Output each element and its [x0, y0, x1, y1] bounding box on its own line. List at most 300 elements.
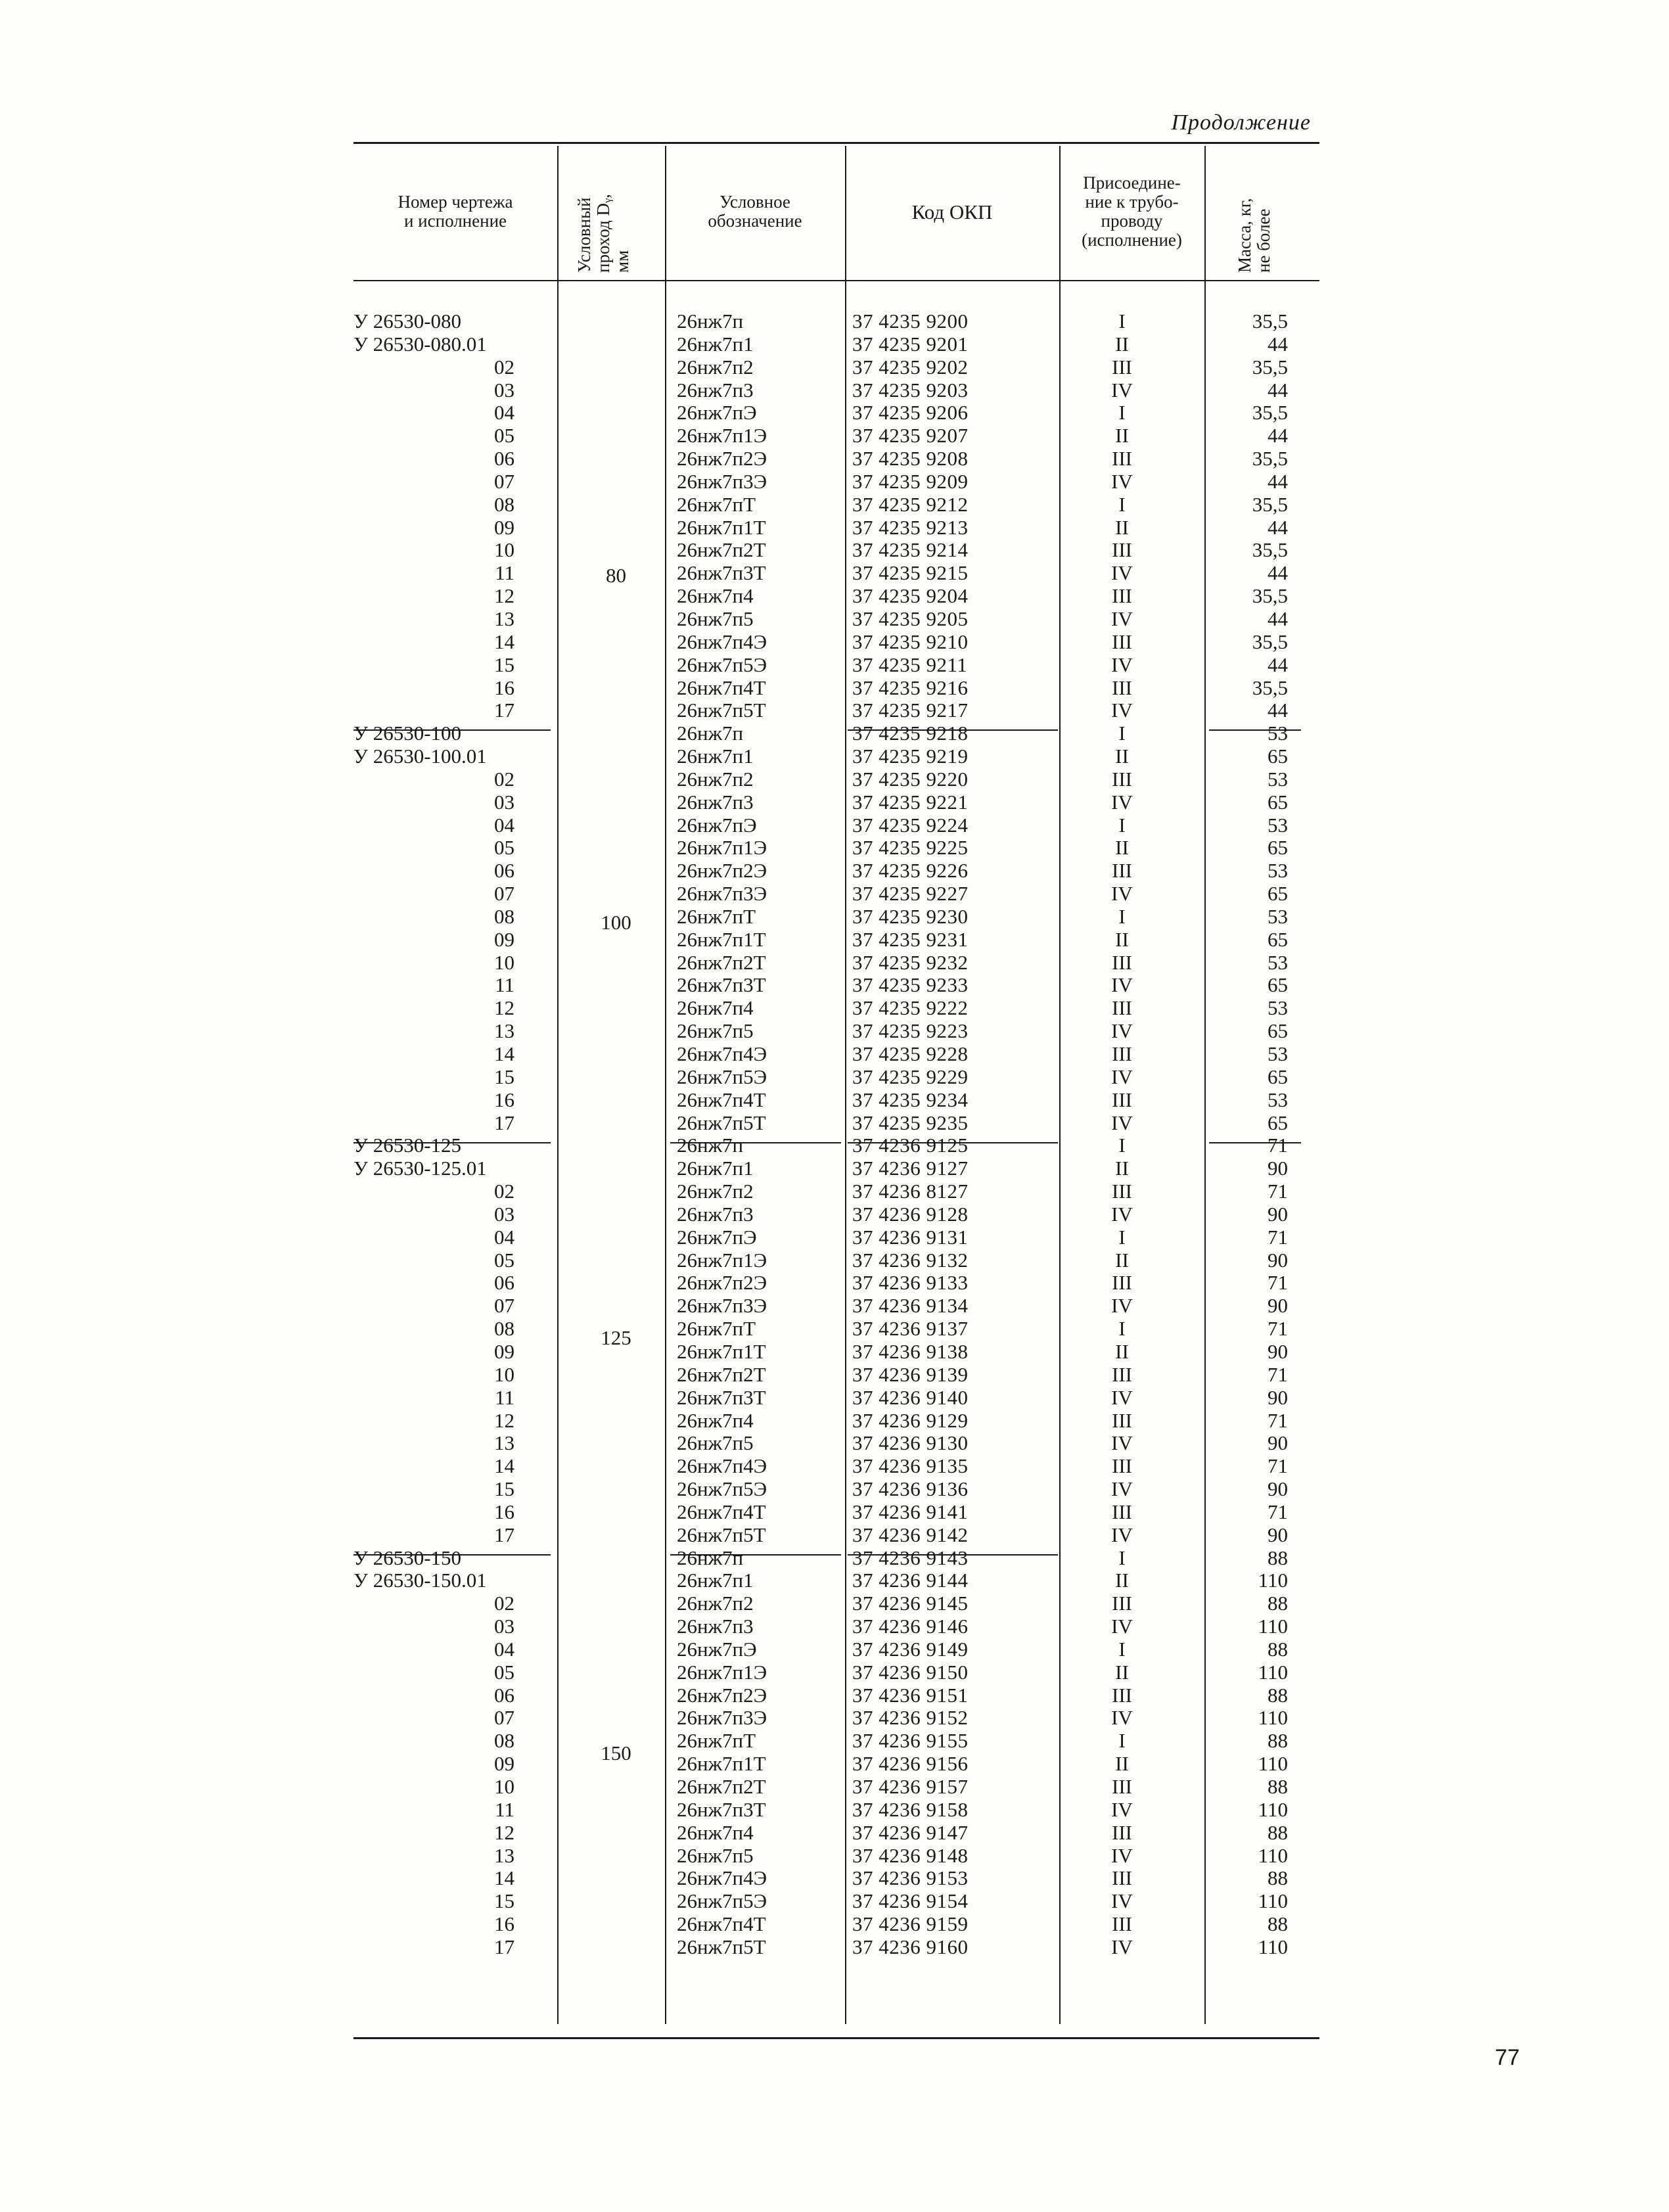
drawing-cell: 12: [494, 1408, 514, 1432]
okp-code-column: [852, 310, 1063, 1959]
okp-code-cell: 37 4235 9204: [852, 584, 969, 608]
connection-cell: IV: [1111, 653, 1133, 676]
mass-cell: 65: [1268, 1065, 1288, 1088]
mass-cell: 88: [1268, 1729, 1288, 1753]
mass-cell: 35,5: [1252, 584, 1288, 608]
mass-cell: 110: [1258, 1843, 1288, 1867]
designation-cell: 26нж7п4Э: [677, 1454, 767, 1478]
drawing-cell: 17: [494, 1523, 514, 1546]
designation-cell: 26нж7п1Э: [677, 424, 767, 448]
designation-cell: 26нж7п5: [677, 1019, 754, 1043]
okp-code-cell: 37 4235 9200: [852, 310, 969, 333]
designation-cell: 26нж7п4: [677, 1408, 754, 1432]
mass-cell: 44: [1268, 469, 1288, 493]
connection-cell: II: [1115, 745, 1129, 768]
drawing-cell: У 26530-100.01: [354, 745, 487, 768]
mass-cell: 53: [1268, 904, 1288, 928]
mass-cell: 44: [1268, 378, 1288, 402]
connection-cell: I: [1118, 310, 1126, 333]
designation-cell: 26нж7п4Т: [677, 1500, 766, 1523]
connection-cell: I: [1118, 1637, 1126, 1661]
drawing-cell: 04: [494, 1225, 514, 1249]
okp-code-cell: 37 4236 9133: [852, 1271, 969, 1295]
connection-cell: IV: [1111, 1889, 1133, 1913]
connection-cell: III: [1112, 1775, 1132, 1798]
drawing-cell: 05: [494, 1248, 514, 1272]
connection-cell: III: [1112, 1820, 1132, 1844]
dn-value-150: 150: [601, 1741, 631, 1764]
dn-value-80: 80: [606, 564, 626, 587]
mass-cell: 88: [1268, 1592, 1288, 1615]
drawing-cell: 11: [495, 561, 514, 585]
drawing-cell: 11: [495, 973, 514, 997]
connection-cell: IV: [1111, 1843, 1133, 1867]
okp-code-cell: 37 4235 9233: [852, 973, 969, 997]
mass-cell: 44: [1268, 699, 1288, 722]
mass-cell: 35,5: [1252, 538, 1288, 562]
designation-cell: 26нж7п3Т: [677, 973, 766, 997]
drawing-cell: 08: [494, 1729, 514, 1753]
mass-cell: 110: [1258, 1706, 1288, 1730]
connection-cell: IV: [1111, 561, 1133, 585]
connection-cell: I: [1118, 904, 1126, 928]
designation-cell: 26нж7п2Т: [677, 1775, 766, 1798]
mass-cell: 35,5: [1252, 630, 1288, 653]
connection-cell: IV: [1111, 378, 1133, 402]
mass-cell: 71: [1268, 1180, 1288, 1203]
okp-code-cell: 37 4235 9208: [852, 447, 969, 471]
connection-cell: III: [1112, 447, 1132, 471]
okp-code-cell: 37 4236 9127: [852, 1157, 969, 1180]
designation-cell: 26нж7п3: [677, 790, 754, 814]
connection-cell: II: [1115, 927, 1129, 951]
header-bottom-rule: [354, 280, 1319, 281]
okp-code-cell: 37 4236 9156: [852, 1752, 969, 1776]
mass-cell: 35,5: [1252, 401, 1288, 425]
connection-cell: III: [1112, 676, 1132, 699]
drawing-cell: 14: [494, 1042, 514, 1065]
connection-cell: IV: [1111, 1797, 1133, 1821]
drawing-cell: 10: [494, 1775, 514, 1798]
mass-cell: 44: [1268, 515, 1288, 539]
okp-code-cell: 37 4235 9222: [852, 996, 969, 1020]
mass-cell: 35,5: [1252, 310, 1288, 333]
drawing-cell: 02: [494, 1592, 514, 1615]
drawing-cell: 06: [494, 447, 514, 471]
connection-cell: III: [1112, 1500, 1132, 1523]
designation-cell: 26нж7п2: [677, 767, 754, 791]
connection-cell: III: [1112, 950, 1132, 974]
connection-cell: IV: [1111, 1294, 1133, 1318]
connection-cell: IV: [1111, 1111, 1133, 1134]
connection-cell: IV: [1111, 1431, 1133, 1455]
drawing-cell: 15: [494, 653, 514, 676]
drawing-cell: 15: [494, 1477, 514, 1501]
okp-code-cell: 37 4236 9142: [852, 1523, 969, 1546]
drawing-cell: У 26530-125: [354, 1134, 462, 1157]
mass-cell: 110: [1258, 1889, 1288, 1913]
designation-cell: 26нж7п5Т: [677, 1935, 766, 1958]
okp-code-cell: 37 4236 9154: [852, 1889, 969, 1913]
designation-cell: 26нж7п2: [677, 1180, 754, 1203]
mass-cell: 88: [1268, 1683, 1288, 1707]
designation-cell: 26нж7п1Т: [677, 515, 766, 539]
designation-cell: 26нж7п1: [677, 745, 754, 768]
drawing-cell: 16: [494, 676, 514, 699]
okp-code-cell: 37 4235 9219: [852, 745, 969, 768]
header-dn: Условный проход Dᵧ, мм: [574, 194, 632, 273]
okp-code-cell: 37 4235 9215: [852, 561, 969, 585]
drawing-cell: 10: [494, 1362, 514, 1386]
designation-cell: 26нж7п3: [677, 1202, 754, 1226]
designation-cell: 26нж7п5Т: [677, 1111, 766, 1134]
designation-cell: 26нж7п5: [677, 1843, 754, 1867]
okp-code-cell: 37 4236 9146: [852, 1615, 969, 1638]
mass-cell: 44: [1268, 424, 1288, 448]
drawing-cell: 13: [494, 607, 514, 630]
mass-cell: 44: [1268, 561, 1288, 585]
designation-cell: 26нж7п4Э: [677, 1866, 767, 1890]
designation-cell: 26нж7п3Т: [677, 1385, 766, 1409]
connection-cell: IV: [1111, 973, 1133, 997]
connection-cell: IV: [1111, 1935, 1133, 1958]
connection-cell: IV: [1111, 1019, 1133, 1043]
designation-cell: 26нж7п: [677, 1134, 744, 1157]
designation-cell: 26нж7п4: [677, 996, 754, 1020]
okp-code-cell: 37 4236 9153: [852, 1866, 969, 1890]
mass-cell: 90: [1268, 1523, 1288, 1546]
drawing-cell: 09: [494, 1752, 514, 1776]
okp-code-cell: 37 4236 9147: [852, 1820, 969, 1844]
designation-cell: 26нж7п3Э: [677, 882, 767, 906]
connection-cell: I: [1118, 401, 1126, 425]
drawing-cell: 02: [494, 1180, 514, 1203]
okp-code-cell: 37 4236 9144: [852, 1569, 969, 1592]
mass-cell: 88: [1268, 1546, 1288, 1569]
mass-cell: 65: [1268, 836, 1288, 860]
designation-cell: 26нж7п3Т: [677, 561, 766, 585]
drawing-cell: 07: [494, 469, 514, 493]
mass-cell: 71: [1268, 1500, 1288, 1523]
connection-column: [1068, 310, 1176, 1959]
mass-cell: 110: [1258, 1752, 1288, 1776]
drawing-cell: 17: [494, 699, 514, 722]
header-mass: Масса, кг, не более: [1235, 198, 1273, 273]
continuation-label: Продолжение: [1171, 110, 1311, 135]
okp-code-cell: 37 4236 9155: [852, 1729, 969, 1753]
drawing-cell: У 26530-080.01: [354, 332, 487, 356]
designation-cell: 26нж7пЭ: [677, 813, 757, 837]
drawing-cell: 06: [494, 1271, 514, 1295]
mass-cell: 90: [1268, 1248, 1288, 1272]
mass-cell: 110: [1258, 1569, 1288, 1592]
drawing-cell: 09: [494, 515, 514, 539]
designation-cell: 26нж7п3: [677, 1615, 754, 1638]
okp-code-cell: 37 4236 9150: [852, 1660, 969, 1684]
designation-cell: 26нж7п1: [677, 1157, 754, 1180]
designation-cell: 26нж7п4Т: [677, 1088, 766, 1111]
okp-code-cell: 37 4235 9228: [852, 1042, 969, 1065]
designation-cell: 26нж7п3Э: [677, 469, 767, 493]
designation-cell: 26нж7пЭ: [677, 1637, 757, 1661]
mass-cell: 88: [1268, 1912, 1288, 1936]
designation-cell: 26нж7п5: [677, 1431, 754, 1455]
connection-cell: III: [1112, 859, 1132, 883]
mass-cell: 90: [1268, 1339, 1288, 1363]
connection-cell: II: [1115, 1248, 1129, 1272]
okp-code-cell: 37 4236 9149: [852, 1637, 969, 1661]
drawing-cell: 07: [494, 1294, 514, 1318]
connection-cell: IV: [1111, 1706, 1133, 1730]
okp-code-cell: 37 4236 9131: [852, 1225, 969, 1249]
designation-cell: 26нж7п1Э: [677, 1660, 767, 1684]
okp-code-cell: 37 4236 9157: [852, 1775, 969, 1798]
mass-cell: 65: [1268, 1019, 1288, 1043]
designation-cell: 26нж7пЭ: [677, 401, 757, 425]
okp-code-cell: 37 4235 9221: [852, 790, 969, 814]
connection-cell: II: [1115, 1157, 1129, 1180]
mass-cell: 44: [1268, 332, 1288, 356]
mass-cell: 65: [1268, 973, 1288, 997]
okp-code-cell: 37 4235 9207: [852, 424, 969, 448]
mass-cell: 90: [1268, 1477, 1288, 1501]
drawing-cell: 15: [494, 1065, 514, 1088]
connection-cell: IV: [1111, 1477, 1133, 1501]
mass-cell: 53: [1268, 813, 1288, 837]
drawing-cell: У 26530-125.01: [354, 1157, 487, 1180]
mass-cell: 53: [1268, 859, 1288, 883]
designation-cell: 26нж7п2Т: [677, 1362, 766, 1386]
designation-cell: 26нж7пТ: [677, 1729, 756, 1753]
designation-cell: 26нж7п5Э: [677, 653, 767, 676]
okp-code-cell: 37 4236 9138: [852, 1339, 969, 1363]
table-bottom-rule: [354, 2037, 1319, 2039]
okp-code-cell: 37 4235 9214: [852, 538, 969, 562]
dn-value-100: 100: [601, 911, 631, 934]
okp-code-cell: 37 4236 9159: [852, 1912, 969, 1936]
connection-cell: IV: [1111, 790, 1133, 814]
okp-code-cell: 37 4236 9137: [852, 1317, 969, 1341]
designation-cell: 26нж7пЭ: [677, 1225, 757, 1249]
designation-cell: 26нж7п1Т: [677, 1339, 766, 1363]
connection-cell: II: [1115, 1752, 1129, 1776]
connection-cell: III: [1112, 1088, 1132, 1111]
designation-cell: 26нж7п4Э: [677, 1042, 767, 1065]
okp-code-cell: 37 4236 9145: [852, 1592, 969, 1615]
connection-cell: III: [1112, 1866, 1132, 1890]
okp-code-cell: 37 4236 9135: [852, 1454, 969, 1478]
mass-cell: 71: [1268, 1362, 1288, 1386]
okp-code-cell: 37 4235 9203: [852, 378, 969, 402]
designation-cell: 26нж7пТ: [677, 492, 756, 516]
okp-code-cell: 37 4235 9229: [852, 1065, 969, 1088]
okp-code-cell: 37 4236 8127: [852, 1180, 969, 1203]
drawing-cell: 04: [494, 813, 514, 837]
designation-cell: 26нж7п3Э: [677, 1706, 767, 1730]
drawing-cell: 10: [494, 538, 514, 562]
okp-code-cell: 37 4235 9209: [852, 469, 969, 493]
okp-code-cell: 37 4236 9139: [852, 1362, 969, 1386]
mass-cell: 53: [1268, 1042, 1288, 1065]
mass-cell: 110: [1258, 1935, 1288, 1958]
designation-cell: 26нж7пТ: [677, 904, 756, 928]
mass-cell: 71: [1268, 1454, 1288, 1478]
designation-cell: 26нж7п1Э: [677, 1248, 767, 1272]
connection-cell: III: [1112, 996, 1132, 1020]
okp-code-cell: 37 4235 9223: [852, 1019, 969, 1043]
okp-code-cell: 37 4235 9210: [852, 630, 969, 653]
connection-cell: IV: [1111, 1523, 1133, 1546]
drawing-number-column: [354, 310, 514, 1959]
mass-cell: 71: [1268, 1271, 1288, 1295]
drawing-cell: 13: [494, 1431, 514, 1455]
drawing-cell: 12: [494, 996, 514, 1020]
connection-cell: II: [1115, 424, 1129, 448]
drawing-cell: 03: [494, 790, 514, 814]
drawing-cell: 13: [494, 1843, 514, 1867]
okp-code-cell: 37 4236 9148: [852, 1843, 969, 1867]
okp-code-cell: 37 4236 9125: [852, 1134, 969, 1157]
drawing-cell: 11: [495, 1385, 514, 1409]
mass-cell: 65: [1268, 1111, 1288, 1134]
mass-cell: 53: [1268, 722, 1288, 745]
designation-cell: 26нж7п: [677, 1546, 744, 1569]
mass-cell: 110: [1258, 1615, 1288, 1638]
connection-cell: II: [1115, 836, 1129, 860]
mass-cell: 71: [1268, 1317, 1288, 1341]
connection-cell: IV: [1111, 882, 1133, 906]
connection-cell: I: [1118, 1225, 1126, 1249]
drawing-cell: 17: [494, 1935, 514, 1958]
connection-cell: IV: [1111, 469, 1133, 493]
connection-cell: IV: [1111, 1202, 1133, 1226]
connection-cell: I: [1118, 1134, 1126, 1157]
connection-cell: III: [1112, 1180, 1132, 1203]
drawing-cell: 06: [494, 859, 514, 883]
connection-cell: IV: [1111, 1065, 1133, 1088]
drawing-cell: У 26530-080: [354, 310, 462, 333]
connection-cell: III: [1112, 1271, 1132, 1295]
designation-cell: 26нж7п5Э: [677, 1477, 767, 1501]
connection-cell: I: [1118, 813, 1126, 837]
connection-cell: III: [1112, 584, 1132, 608]
okp-code-cell: 37 4236 9143: [852, 1546, 969, 1569]
designation-cell: 26нж7п2Э: [677, 859, 767, 883]
connection-cell: II: [1115, 515, 1129, 539]
okp-code-cell: 37 4236 9129: [852, 1408, 969, 1432]
drawing-cell: 07: [494, 882, 514, 906]
mass-cell: 35,5: [1252, 447, 1288, 471]
mass-cell: 71: [1268, 1225, 1288, 1249]
connection-cell: I: [1118, 1729, 1126, 1753]
drawing-cell: 04: [494, 401, 514, 425]
designation-cell: 26нж7п: [677, 722, 744, 745]
connection-cell: I: [1118, 1546, 1126, 1569]
designation-cell: 26нж7п3Э: [677, 1294, 767, 1318]
drawing-cell: 05: [494, 1660, 514, 1684]
drawing-cell: 03: [494, 1202, 514, 1226]
okp-code-cell: 37 4235 9217: [852, 699, 969, 722]
okp-code-cell: 37 4235 9234: [852, 1088, 969, 1111]
mass-cell: 90: [1268, 1202, 1288, 1226]
drawing-cell: 08: [494, 904, 514, 928]
drawing-cell: 11: [495, 1797, 514, 1821]
designation-cell: 26нж7п4Т: [677, 1912, 766, 1936]
designation-column: [677, 310, 848, 1959]
designation-cell: 26нж7п4: [677, 584, 754, 608]
drawing-cell: 07: [494, 1706, 514, 1730]
okp-code-cell: 37 4236 9151: [852, 1683, 969, 1707]
connection-cell: III: [1112, 1912, 1132, 1936]
mass-cell: 88: [1268, 1820, 1288, 1844]
designation-cell: 26нж7п5Э: [677, 1889, 767, 1913]
okp-code-cell: 37 4235 9216: [852, 676, 969, 699]
designation-cell: 26нж7п2Э: [677, 1683, 767, 1707]
drawing-cell: 13: [494, 1019, 514, 1043]
designation-cell: 26нж7п5Э: [677, 1065, 767, 1088]
mass-cell: 53: [1268, 1088, 1288, 1111]
designation-cell: 26нж7п1Т: [677, 927, 766, 951]
designation-cell: 26нж7п4Э: [677, 630, 767, 653]
okp-code-cell: 37 4235 9225: [852, 836, 969, 860]
drawing-cell: 09: [494, 1339, 514, 1363]
okp-code-cell: 37 4236 9158: [852, 1797, 969, 1821]
okp-code-cell: 37 4236 9130: [852, 1431, 969, 1455]
okp-code-cell: 37 4235 9206: [852, 401, 969, 425]
okp-code-cell: 37 4236 9132: [852, 1248, 969, 1272]
header-drawing: Номер чертежа и исполнение: [398, 192, 513, 231]
page-number: 77: [1495, 2045, 1520, 2070]
okp-code-cell: 37 4235 9227: [852, 882, 969, 906]
okp-code-cell: 37 4235 9230: [852, 904, 969, 928]
drawing-cell: 14: [494, 1454, 514, 1478]
drawing-cell: 08: [494, 1317, 514, 1341]
mass-cell: 53: [1268, 996, 1288, 1020]
drawing-cell: 04: [494, 1637, 514, 1661]
designation-cell: 26нж7п: [677, 310, 744, 333]
mass-cell: 53: [1268, 767, 1288, 791]
connection-cell: IV: [1111, 607, 1133, 630]
connection-cell: II: [1115, 332, 1129, 356]
okp-code-cell: 37 4236 9141: [852, 1500, 969, 1523]
designation-cell: 26нж7п5: [677, 607, 754, 630]
okp-code-cell: 37 4236 9140: [852, 1385, 969, 1409]
okp-code-cell: 37 4235 9226: [852, 859, 969, 883]
drawing-cell: 05: [494, 836, 514, 860]
connection-cell: III: [1112, 538, 1132, 562]
mass-cell: 53: [1268, 950, 1288, 974]
drawing-cell: 12: [494, 1820, 514, 1844]
drawing-cell: 05: [494, 424, 514, 448]
mass-cell: 90: [1268, 1294, 1288, 1318]
designation-cell: 26нж7п4Т: [677, 676, 766, 699]
okp-code-cell: 37 4235 9202: [852, 355, 969, 379]
drawing-cell: 10: [494, 950, 514, 974]
mass-cell: 65: [1268, 745, 1288, 768]
drawing-cell: 09: [494, 927, 514, 951]
designation-cell: 26нж7п4: [677, 1820, 754, 1844]
okp-code-cell: 37 4235 9213: [852, 515, 969, 539]
mass-cell: 90: [1268, 1385, 1288, 1409]
connection-cell: II: [1115, 1660, 1129, 1684]
designation-cell: 26нж7п5Т: [677, 699, 766, 722]
connection-cell: III: [1112, 1042, 1132, 1065]
drawing-cell: 16: [494, 1088, 514, 1111]
connection-cell: IV: [1111, 1615, 1133, 1638]
mass-cell: 71: [1268, 1134, 1288, 1157]
drawing-cell: 17: [494, 1111, 514, 1134]
designation-cell: 26нж7п2: [677, 355, 754, 379]
